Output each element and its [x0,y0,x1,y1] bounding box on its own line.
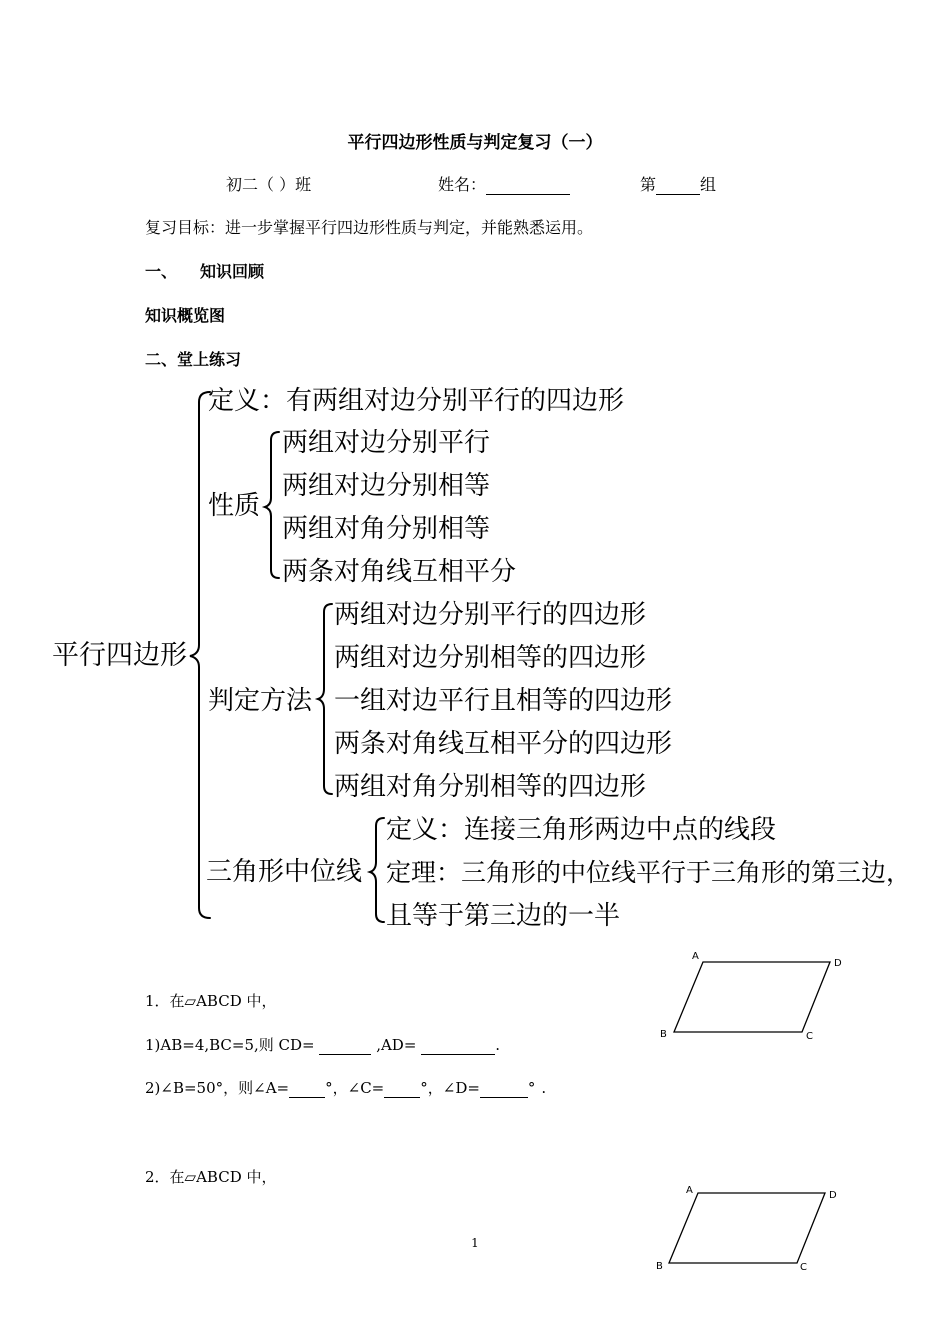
map-midline-label: 三角形中位线 [206,857,363,887]
map-definition: 定义：有两组对边分别平行的四边形 [208,386,625,416]
brace-midline [370,818,384,922]
section-1-title: 知识回顾 [200,262,265,281]
parallelogram-figure-1 [650,945,850,1045]
question-1-line-1 [145,1034,500,1055]
name-blank[interactable] [486,178,570,195]
section-2-title: 二、堂上练习 [145,350,242,369]
vertex-label-b: B [656,1261,663,1272]
page-number: 1 [471,1236,479,1250]
q1-line-1-end: . [495,1036,500,1054]
property-item: 两组对边分别相等 [282,471,491,501]
midline-item: 定义：连接三角形两边中点的线段 [386,815,777,845]
property-item: 两组对角分别相等 [282,514,491,544]
criteria-item: 一组对边平行且相等的四边形 [334,686,673,716]
map-root: 平行四边形 [52,640,187,671]
question-2-head: 2．在▱ABCD 中， [145,1168,277,1186]
vertex-label-d: D [834,958,842,969]
q1-angle-c-blank[interactable] [384,1081,420,1098]
page-title: 平行四边形性质与判定复习（一） [347,133,603,153]
q1-angle-a-blank[interactable] [289,1081,325,1098]
vertex-label-a: A [686,1185,693,1196]
group-field [640,172,716,195]
midline-item: 定理：三角形的中位线平行于三角形的第三边， [386,858,912,887]
brace-criteria [318,604,332,794]
vertex-label-a: A [692,951,699,962]
q1-angle-c-label: ，∠C= [332,1079,385,1097]
map-properties-label: 性质 [208,491,261,521]
name-field [438,172,570,195]
concept-map [0,370,950,940]
criteria-item: 两条对角线互相平分的四边形 [334,729,673,759]
vertex-label-d: D [829,1190,837,1201]
q1-line-2-end: . [541,1079,547,1097]
vertex-label-b: B [660,1029,667,1040]
degree-sign: ° [420,1079,428,1097]
group-blank[interactable] [656,178,700,195]
parallelogram-figure-2 [645,1177,845,1277]
vertex-label-c: C [806,1031,813,1042]
question-1-head: 1．在▱ABCD 中， [145,992,277,1010]
property-item: 两条对角线互相平分 [282,557,517,587]
q1-angle-d-label: ，∠D= [427,1079,480,1097]
vertex-label-c: C [800,1262,807,1273]
review-goal: 复习目标：进一步掌握平行四边形性质与判定，并能熟悉运用。 [145,218,594,237]
map-criteria-label: 判定方法 [208,686,313,716]
criteria-item: 两组对边分别相等的四边形 [334,643,647,673]
q1-angle-a-label: 2)∠B=50°，则∠A= [145,1079,290,1097]
brace-root [190,392,210,918]
q1-cd-label: 1)AB=4,BC=5,则 CD= [145,1036,315,1054]
overview-label: 知识概览图 [145,306,226,325]
section-1-number: 一、 [145,262,178,281]
property-item: 两组对边分别平行 [282,428,491,458]
q1-angle-d-blank[interactable] [480,1081,528,1098]
q1-cd-blank[interactable] [319,1038,371,1055]
question-1-line-2 [145,1077,546,1098]
midline-item: 且等于第三边的一半 [386,901,621,931]
degree-sign: ° [527,1079,536,1097]
brace-properties [265,432,279,578]
criteria-item: 两组对边分别平行的四边形 [334,600,647,630]
q1-ad-blank[interactable] [421,1038,495,1055]
name-label: 姓名： [438,175,487,194]
criteria-item: 两组对角分别相等的四边形 [334,772,647,802]
degree-sign: ° [325,1079,333,1097]
q1-ad-label: ,AD= [376,1036,417,1054]
group-prefix: 第 [640,175,657,194]
group-suffix: 组 [700,175,717,194]
class-label: 初二（ ）班 [226,175,312,194]
